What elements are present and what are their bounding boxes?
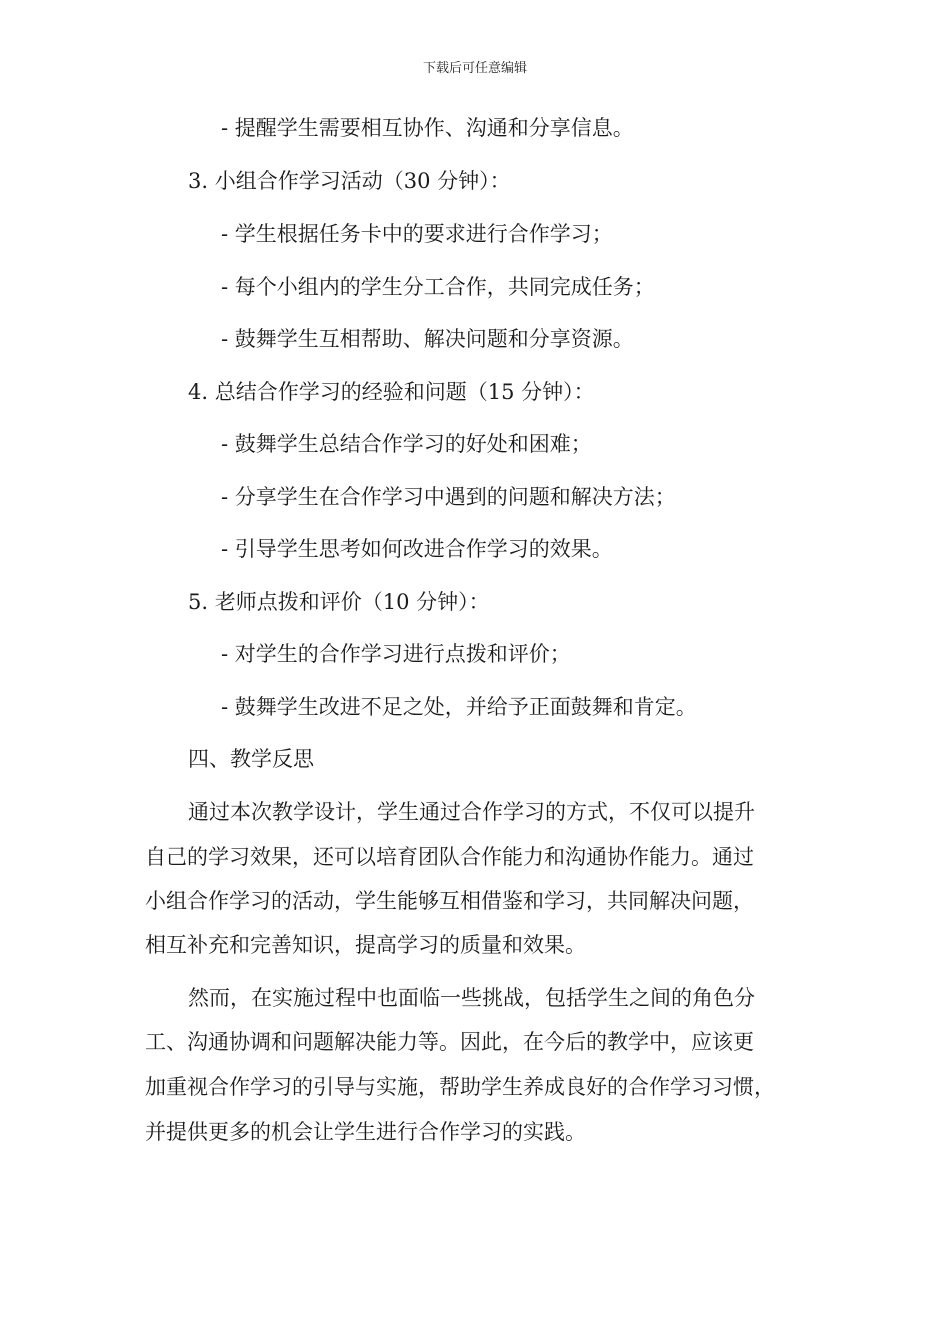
- text-line: 通过本次教学设计，学生通过合作学习的方式，不仅可以提升: [188, 800, 755, 824]
- page-header: 下载后可任意编辑: [422, 61, 527, 76]
- section-heading: 四、教学反思: [188, 747, 314, 771]
- text-line: - 对学生的合作学习进行点拨和评价；: [221, 642, 571, 666]
- text-line: - 鼓舞学生互相帮助、解决问题和分享资源。: [221, 327, 634, 351]
- text-line: 5. 老师点拨和评价（10 分钟）：: [188, 590, 490, 614]
- text-line: - 学生根据任务卡中的要求进行合作学习；: [221, 222, 613, 246]
- text-line: 小组合作学习的活动，学生能够互相借鉴和学习，共同解决问题，: [145, 889, 754, 913]
- text-line: - 鼓舞学生改进不足之处，并给予正面鼓舞和肯定。: [221, 695, 697, 719]
- text-line: 加重视合作学习的引导与实施，帮助学生养成良好的合作学习习惯，: [145, 1075, 775, 1099]
- text-line: 工、沟通协调和问题解决能力等。因此，在今后的教学中，应该更: [145, 1030, 754, 1054]
- text-line: - 分享学生在合作学习中遇到的问题和解决方法；: [221, 485, 676, 509]
- text-line: 4. 总结合作学习的经验和问题（15 分钟）：: [188, 380, 595, 404]
- text-line: - 引导学生思考如何改进合作学习的效果。: [221, 537, 613, 561]
- text-line: 相互补充和完善知识，提高学习的质量和效果。: [145, 933, 586, 957]
- text-line: 然而，在实施过程中也面临一些挑战，包括学生之间的角色分: [188, 986, 755, 1010]
- text-line: - 鼓舞学生总结合作学习的好处和困难；: [221, 432, 592, 456]
- text-line: 自己的学习效果，还可以培育团队合作能力和沟通协作能力。通过: [145, 845, 754, 869]
- text-line: - 每个小组内的学生分工合作，共同完成任务；: [221, 275, 655, 299]
- text-line: 并提供更多的机会让学生进行合作学习的实践。: [145, 1120, 586, 1144]
- text-line: 3. 小组合作学习活动（30 分钟）：: [188, 169, 511, 193]
- text-line: - 提醒学生需要相互协作、沟通和分享信息。: [221, 116, 634, 140]
